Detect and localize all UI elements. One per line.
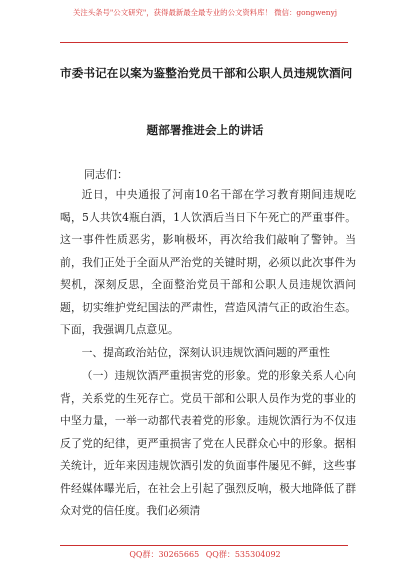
header-banner: 关注头条号"公文研究"，获得最新最全最专业的公文资料库！ 微信：gongwenyj: [72, 8, 338, 17]
paragraph-section-1-1: （一）违规饮酒严重损害党的形象。党的形象关系人心向背，关系党的生死存亡。党员干部和公职人员作为党的事业的中坚力量，一举一动都代表着党的形象。违规饮酒行为不仅违反了党的纪律，更严重损害了党在人民群众心中的形象。据相关统计，近年来因违规饮酒引发的负面事件屡见不鲜，这些事件经媒体曝光后，在社会上引起了强烈反响，极大地降低了群众对党的信任度。我们必须清: [60, 369, 356, 517]
footer-divider: [60, 545, 348, 546]
footer-qq-group-1: QQ群：30265665: [129, 550, 200, 559]
footer-qq-group-2: QQ群：535304092: [205, 550, 281, 559]
footer-banner: [60, 549, 350, 560]
header-divider: [60, 42, 348, 43]
salutation: 同志们：: [84, 168, 128, 181]
document-title-line-1: 市委书记在以案为鉴整治党员干部和公职人员违规饮酒问: [60, 66, 353, 80]
section-heading-1: 一、提高政治站位，深刻认识违规饮酒问题的严重性: [81, 346, 330, 359]
paragraph-intro: 近日，中央通报了河南10名干部在学习教育期间违规吃喝，5人共饮4瓶白酒，1人饮酒后当日下午死亡的严重事件。这一事件性质恶劣，影响极坏，再次给我们敲响了警钟。当前，我们正处于全面从严治党的关键时期，必须以此次事件为契机，深刻反思，全面整治党员干部和公职人员违规饮酒问题，切实维护党纪国法的严肃性，营造风清气正的政治生态。下面，我强调几点意见。: [60, 188, 356, 336]
document-title-line-2: 题部署推进会上的讲话: [146, 123, 264, 137]
